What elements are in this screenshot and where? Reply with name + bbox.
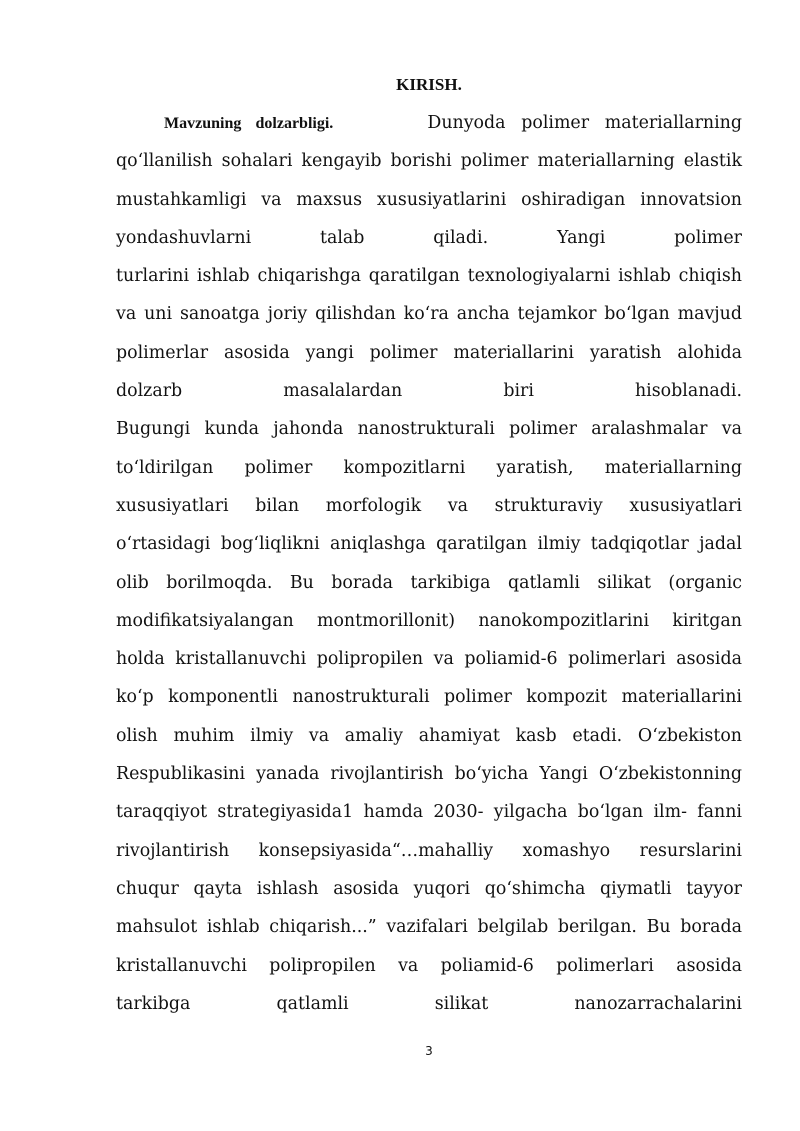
- text-line: taraqqiyot strategiyasida1 hamda 2030- yilgacha bo‘lgan ilm- fanni: [116, 802, 742, 823]
- text-line: tarkibga qatlamli silikat nanozarrachalarini: [116, 993, 742, 1014]
- text-line: Bugungi kunda jahonda nanostrukturali polimer aralashmalar va: [116, 419, 742, 440]
- text-line: olish muhim ilmiy va amaliy ahamiyat kasb etadi. O‘zbekiston: [116, 725, 742, 746]
- page-number: 3: [425, 1044, 433, 1058]
- text-line: turlarini ishlab chiqarishga qaratilgan texnologiyalarni ishlab chiqish: [116, 266, 742, 287]
- text-line: yondashuvlarni talab qiladi. Yangi polimer: [116, 227, 742, 248]
- text-line: to‘ldirilgan polimer kompozitlarni yaratish, materiallarning: [116, 457, 742, 478]
- text-line: holda kristallanuvchi polipropilen va poliamid-6 polimerlari asosida: [116, 649, 742, 670]
- text-line: olib borilmoqda. Bu borada tarkibiga qatlamli silikat (organic: [116, 572, 742, 593]
- lead-in-bold: Mavzuning dolzarbligi.: [164, 115, 334, 132]
- text-line: va uni sanoatga joriy qilishdan ko‘ra ancha tejamkor bo‘lgan mavjud: [116, 304, 742, 325]
- text-line: rivojlantirish konsepsiyasida“…mahalliy xomashyo resurslarini: [116, 840, 742, 861]
- body-text: [116, 104, 742, 1023]
- text-line: o‘rtasidagi bog‘liqlikni aniqlashga qaratilgan ilmiy tadqiqotlar jadal: [116, 534, 742, 555]
- text-line: dolzarb masalalardan biri hisoblanadi.: [116, 381, 742, 402]
- text-line: mahsulot ishlab chiqarish...” vazifalari belgilab berilgan. Bu borada: [116, 917, 742, 938]
- text-line: polimerlar asosida yangi polimer materiallarini yaratish alohida: [116, 342, 742, 363]
- text-line: kristallanuvchi polipropilen va poliamid-6 polimerlari asosida: [116, 955, 742, 976]
- line-text: Dunyoda polimer materiallarning: [427, 113, 742, 133]
- text-line: modifikatsiyalangan montmorillonit) nanokompozitlarini kiritgan: [116, 610, 742, 631]
- text-line: mustahkamligi va maxsus xususiyatlarini oshiradigan innovatsion: [116, 189, 742, 210]
- text-line: [116, 104, 742, 142]
- text-line: xususiyatlari bilan morfologik va strukturaviy xususiyatlari: [116, 495, 742, 516]
- text-line: ko‘p komponentli nanostrukturali polimer kompozit materiallarini: [116, 687, 742, 708]
- text-line: Respublikasini yanada rivojlantirish bo‘yicha Yangi O‘zbekistonning: [116, 764, 742, 785]
- text-line: qo‘llanilish sohalari kengayib borishi polimer materiallarning elastik: [116, 151, 742, 172]
- text-line: chuqur qayta ishlash asosida yuqori qo‘shimcha qiymatli tayyor: [116, 878, 742, 899]
- section-heading: KIRISH.: [396, 75, 462, 94]
